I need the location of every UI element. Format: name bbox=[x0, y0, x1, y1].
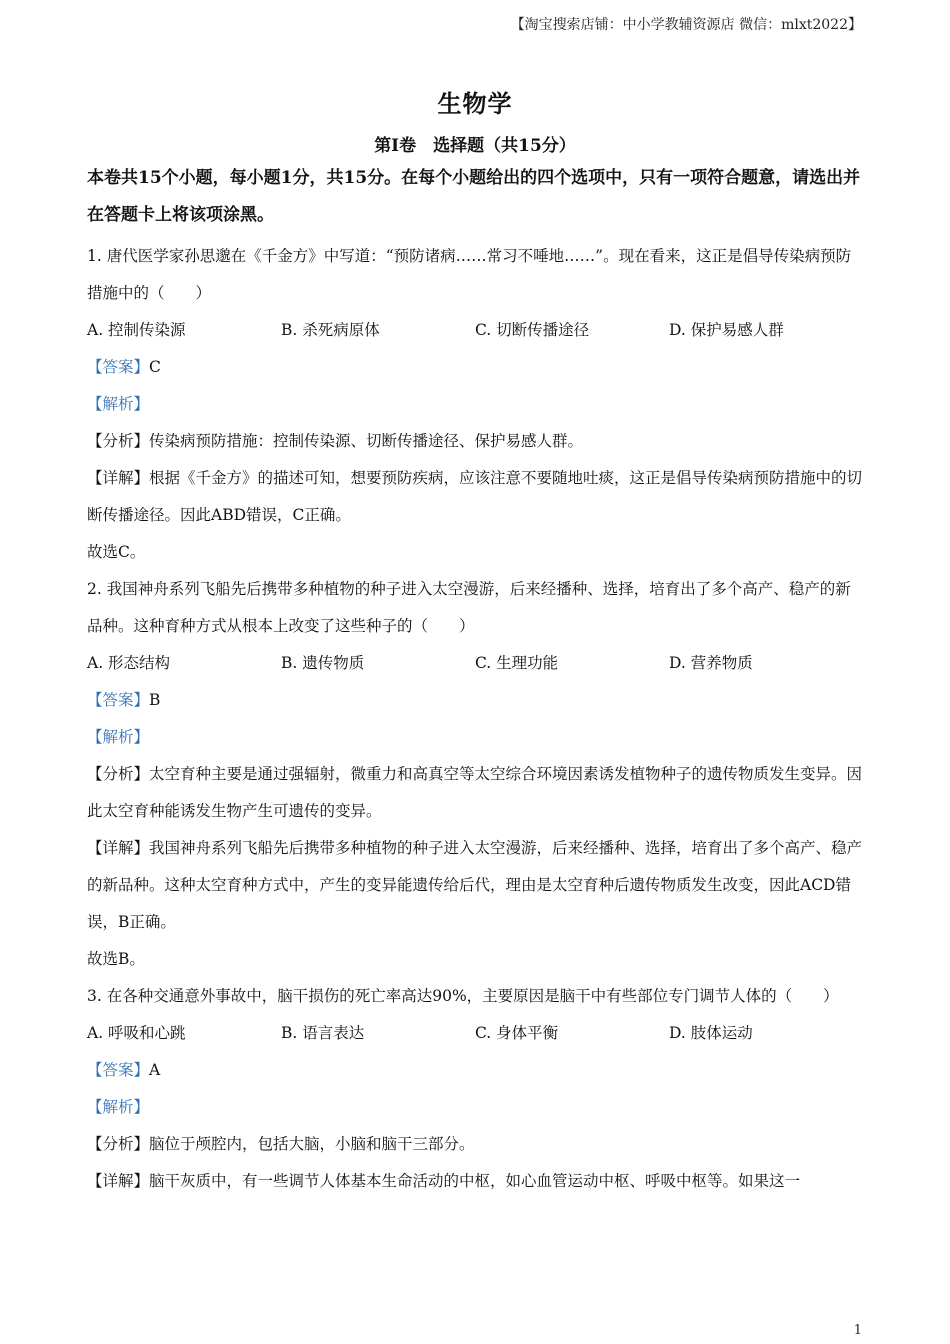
conclusion-text: 故选C。 bbox=[87, 543, 146, 561]
option-b: B. 杀死病原体 bbox=[281, 321, 380, 339]
xiangjie-text: 【详解】脑干灰质中，有一些调节人体基本生命活动的中枢，如心血管运动中枢、呼吸中枢等。如果这一 bbox=[87, 1172, 801, 1190]
option-b: B. 语言表达 bbox=[281, 1024, 365, 1042]
question-stem: 3. 在各种交通意外事故中，脑干损伤的死亡率高达90%，主要原因是脑干中有些部位专门调节人体的（ ） bbox=[87, 987, 839, 1005]
page-number: 1 bbox=[853, 1323, 862, 1338]
option-c: C. 身体平衡 bbox=[475, 1024, 559, 1042]
question-2 bbox=[87, 571, 863, 978]
option-c: C. 切断传播途径 bbox=[475, 321, 590, 339]
page-title: 生物学 bbox=[437, 89, 513, 118]
document-body bbox=[87, 160, 863, 1200]
xiangjie-text: 【详解】根据《千金方》的描述可知，想要预防疾病，应该注意不要随地吐痰，这正是倡导传染病预防措施中的切断传播途径。因此ABD错误，C正确。 bbox=[87, 469, 863, 524]
section-title: 第Ⅰ卷 选择题（共15分） bbox=[374, 136, 576, 156]
question-1 bbox=[87, 238, 863, 571]
answer-line bbox=[87, 349, 863, 386]
option-d: D. 肢体运动 bbox=[669, 1024, 753, 1042]
answer-tag: 【答案】 bbox=[87, 691, 150, 709]
answer-tag: 【答案】 bbox=[87, 358, 150, 376]
question-stem: 2. 我国神舟系列飞船先后携带多种植物的种子进入太空漫游，后来经播种、选择，培育出了多个高产、稳产的新品种。这种育种方式从根本上改变了这些种子的（ ） bbox=[87, 580, 851, 635]
fenxi-text: 【分析】太空育种主要是通过强辐射，微重力和高真空等太空综合环境因素诱发植物种子的遗传物质发生变异。因此太空育种能诱发生物产生可遗传的变异。 bbox=[87, 765, 863, 820]
options-row bbox=[87, 312, 863, 349]
analysis-tag: 【解析】 bbox=[87, 728, 150, 746]
analysis-tag: 【解析】 bbox=[87, 1098, 150, 1116]
option-c: C. 生理功能 bbox=[475, 654, 559, 672]
question-3 bbox=[87, 978, 863, 1200]
option-d: D. 营养物质 bbox=[669, 654, 753, 672]
instructions: 本卷共15个小题，每小题1分，共15分。在每个小题给出的四个选项中，只有一项符合题意，请选出并在答题卡上将该项涂黑。 bbox=[87, 168, 861, 225]
header-note: 【淘宝搜索店铺：中小学教辅资源店 微信：mlxt2022】 bbox=[510, 17, 862, 33]
analysis-tag: 【解析】 bbox=[87, 395, 150, 413]
fenxi-text: 【分析】传染病预防措施：控制传染源、切断传播途径、保护易感人群。 bbox=[87, 432, 584, 450]
options-row bbox=[87, 1015, 863, 1052]
conclusion-text: 故选B。 bbox=[87, 950, 145, 968]
options-row bbox=[87, 645, 863, 682]
answer-line bbox=[87, 1052, 863, 1089]
answer-value: B bbox=[149, 691, 161, 709]
question-stem: 1. 唐代医学家孙思邈在《千金方》中写道：“预防诸病……常习不唾地……”。现在看来，这正是倡导传染病预防措施中的（ ） bbox=[87, 247, 852, 302]
option-a: A. 形态结构 bbox=[87, 654, 171, 672]
answer-tag: 【答案】 bbox=[87, 1061, 150, 1079]
option-b: B. 遗传物质 bbox=[281, 654, 365, 672]
option-d: D. 保护易感人群 bbox=[669, 321, 784, 339]
option-a: A. 呼吸和心跳 bbox=[87, 1024, 186, 1042]
answer-line bbox=[87, 682, 863, 719]
fenxi-text: 【分析】脑位于颅腔内，包括大脑，小脑和脑干三部分。 bbox=[87, 1135, 475, 1153]
answer-value: A bbox=[149, 1061, 161, 1079]
answer-value: C bbox=[149, 358, 161, 376]
option-a: A. 控制传染源 bbox=[87, 321, 186, 339]
xiangjie-text: 【详解】我国神舟系列飞船先后携带多种植物的种子进入太空漫游，后来经播种、选择，培育出了多个高产、稳产的新品种。这种太空育种方式中，产生的变异能遗传给后代，理由是太空育种后遗传物质发生改变，因此ACD错误，B正确。 bbox=[87, 839, 863, 931]
